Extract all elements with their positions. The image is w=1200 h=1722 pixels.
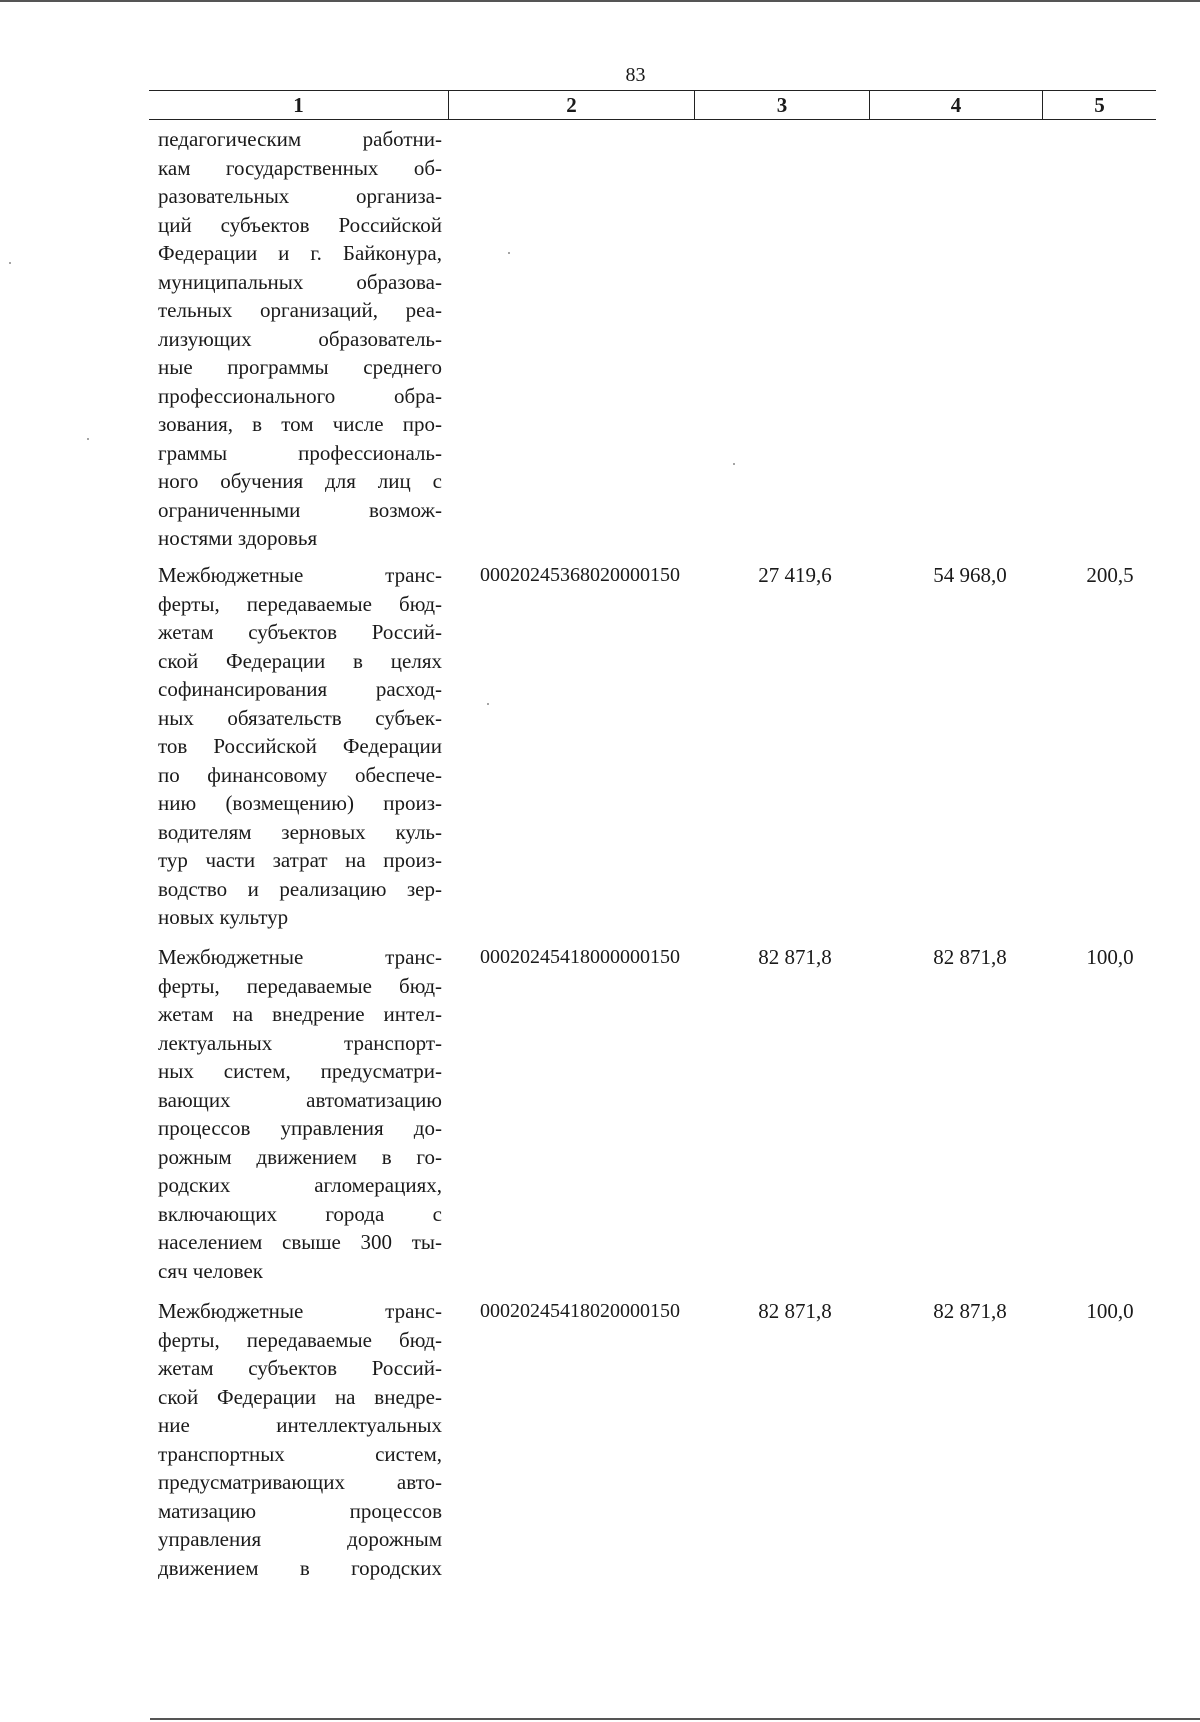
row-name-line: Федерации и г. Байконура, [158, 241, 442, 265]
row-name-line: Межбюджетные транс- [158, 1299, 442, 1323]
page-number: 83 [625, 64, 646, 86]
row-value-col3: 82 871,8 [758, 1299, 832, 1323]
row-name-line: тур части затрат на произ- [158, 848, 442, 872]
scan-speck [487, 703, 489, 705]
row-name-line: жетам на внедрение интел- [158, 1002, 442, 1026]
row-name-line: жетам субъектов Россий- [158, 1356, 442, 1380]
row-value-col4: 54 968,0 [933, 563, 1007, 587]
row-name-line: ской Федерации в целях [158, 648, 442, 673]
row-value-col3: 27 419,6 [758, 563, 832, 587]
row-name-line: водство и реализацию зер- [158, 876, 442, 901]
scan-speck [9, 262, 11, 264]
row-name-cell [158, 125, 442, 553]
row-name-line: нию (возмещению) произ- [158, 791, 442, 815]
row-name-line: по финансовому обеспече- [158, 762, 442, 787]
row-name-line: лектуальных транспорт- [158, 1030, 442, 1055]
row-name-line: сяч человек [158, 1258, 263, 1283]
column-header-1: 1 [293, 93, 304, 117]
row-name-line: ные программы среднего [158, 355, 442, 379]
row-name-line: ных обязательств субъек- [158, 705, 442, 730]
row-name-line: ций субъектов Российской [158, 212, 442, 237]
row-name-line: ние интеллектуальных [158, 1413, 442, 1437]
row-value-col4: 82 871,8 [933, 1299, 1007, 1323]
row-name-line: матизацию процессов [158, 1498, 442, 1523]
scan-speck [508, 252, 510, 254]
row-name-line: педагогическим работни- [158, 127, 442, 151]
row-name-line: ных систем, предусматри- [158, 1059, 442, 1083]
row-name-line: граммы профессиональ- [158, 440, 442, 465]
row-value-col4: 82 871,8 [933, 945, 1007, 969]
row-name-line: ностями здоровья [158, 526, 318, 550]
row-name-line: ферты, передаваемые бюд- [158, 973, 442, 998]
column-header-4: 4 [869, 91, 1042, 119]
row-name-line: муниципальных образова- [158, 269, 442, 294]
row-name-line: ферты, передаваемые бюд- [158, 1327, 442, 1352]
row-name-line: родских агломерациях, [158, 1173, 442, 1197]
row-name-line: лизующих образователь- [158, 326, 442, 351]
row-name-line: рожным движением в го- [158, 1144, 442, 1169]
column-header-3: 3 [694, 91, 869, 119]
row-code-cell: 00020245418020000150 [480, 1300, 680, 1322]
row-name-line: кам государственных об- [158, 155, 442, 180]
row-name-line: тельных организаций, реа- [158, 298, 442, 322]
row-name-line: транспортных систем, [158, 1441, 442, 1466]
row-name-line: новых культур [158, 905, 289, 929]
row-name-line: Межбюджетные транс- [158, 563, 442, 587]
row-name-line: профессионального обра- [158, 383, 442, 408]
scan-speck [87, 438, 89, 440]
row-name-cell [158, 1297, 442, 1582]
table-header [149, 90, 1156, 120]
column-header-2: 2 [448, 91, 694, 119]
row-name-line: вающих автоматизацию [158, 1087, 442, 1112]
row-name-line: движением в городских [158, 1555, 442, 1580]
row-name-line: зования, в том числе про- [158, 412, 442, 436]
row-name-line: Межбюджетные транс- [158, 945, 442, 969]
row-name-line: населением свыше 300 ты- [158, 1230, 442, 1254]
row-code-cell: 00020245418000000150 [480, 946, 680, 968]
row-name-line: ферты, передаваемые бюд- [158, 591, 442, 616]
column-header-5: 5 [1042, 91, 1156, 119]
row-name-line: управления дорожным [158, 1527, 442, 1551]
row-name-line: ограниченными возмож- [158, 497, 442, 522]
row-name-line: ного обучения для лиц с [158, 469, 442, 493]
row-name-cell [158, 943, 442, 1285]
row-name-line: включающих города с [158, 1201, 442, 1226]
row-code-cell: 00020245368020000150 [480, 564, 680, 586]
row-value-col5: 100,0 [1086, 945, 1134, 969]
row-name-line: водителям зерновых куль- [158, 819, 442, 844]
row-value-col5: 100,0 [1086, 1299, 1134, 1323]
row-name-line: тов Российской Федерации [158, 734, 442, 758]
row-value-col5: 200,5 [1086, 563, 1134, 587]
row-name-line: софинансирования расход- [158, 677, 442, 701]
row-name-line: ской Федерации на внедре- [158, 1384, 442, 1409]
row-name-line: процессов управления до- [158, 1116, 442, 1140]
scan-edge-bottom [150, 1718, 1200, 1720]
scan-speck [733, 463, 735, 465]
row-value-col3: 82 871,8 [758, 945, 832, 969]
scan-edge-top [0, 0, 1200, 2]
row-name-line: разовательных организа- [158, 184, 442, 208]
row-name-line: жетам субъектов Россий- [158, 620, 442, 644]
row-name-cell [158, 561, 442, 932]
row-name-line: предусматривающих авто- [158, 1470, 442, 1494]
